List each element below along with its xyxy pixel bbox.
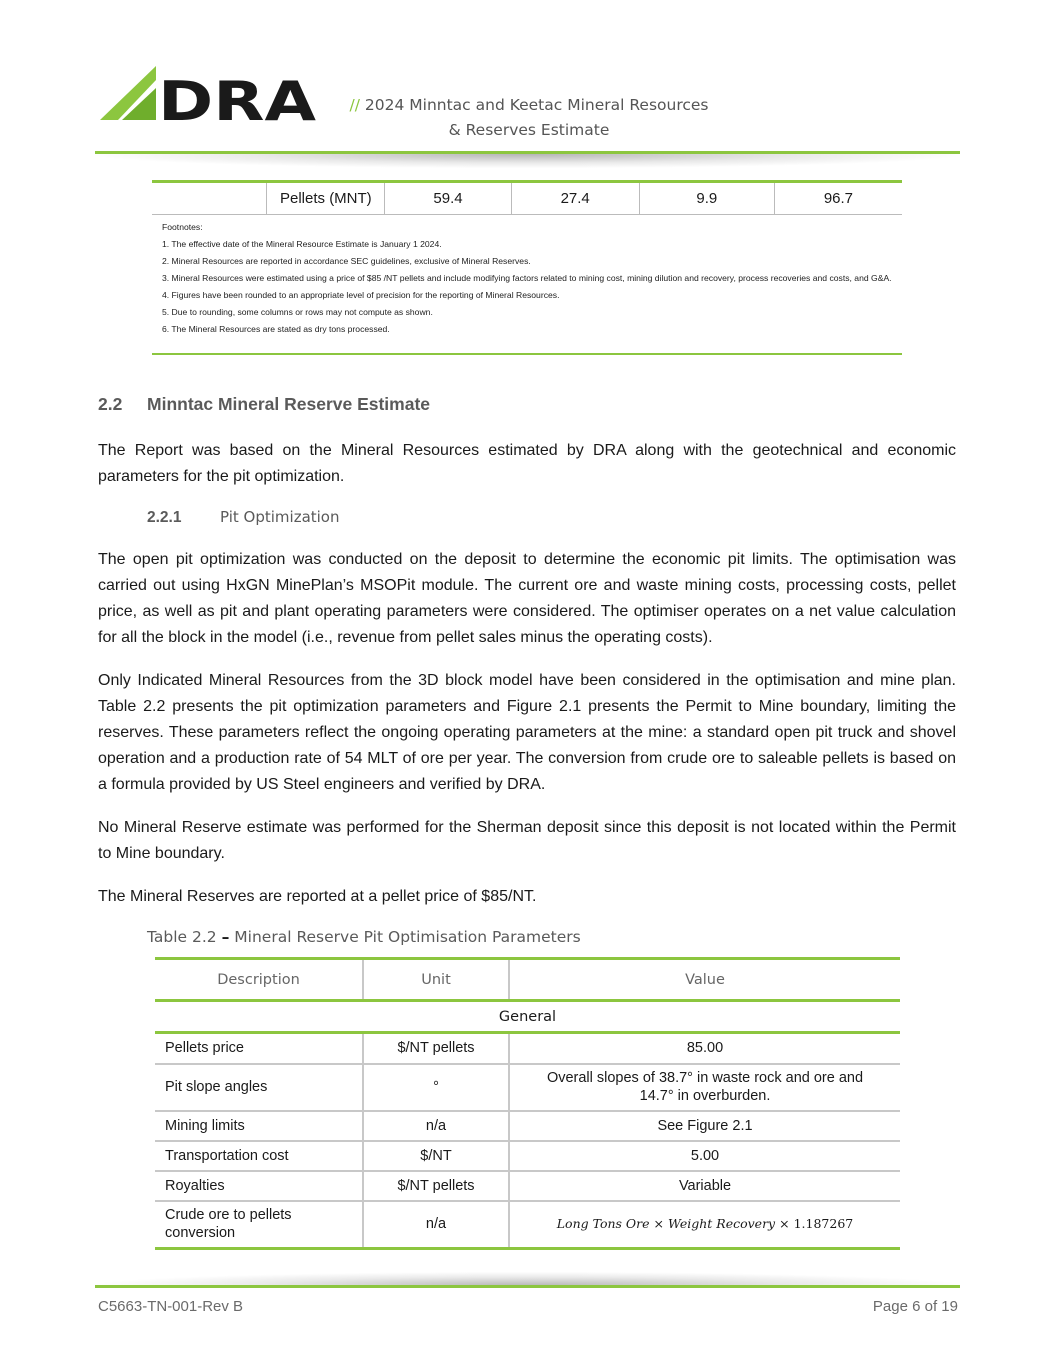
header-slash: //	[349, 96, 360, 114]
table-cell: n/a	[363, 1201, 509, 1249]
document-id: C5663-TN-001-Rev B	[98, 1298, 244, 1315]
caption-prefix: Table 2.2	[147, 928, 217, 946]
parameters-table	[155, 957, 900, 1250]
footnotes-title: Footnotes:	[162, 222, 203, 232]
table-cell: Crude ore to pellets conversion	[155, 1201, 363, 1249]
paragraph: The Mineral Reserves are reported at a pellet price of $85/NT.	[98, 888, 537, 905]
column-header-description: Description	[155, 959, 363, 1001]
formula	[557, 1216, 853, 1231]
table-group-row	[155, 1001, 900, 1033]
section-title: Minntac Mineral Reserve Estimate	[147, 394, 431, 414]
table-row	[155, 1141, 900, 1171]
table-cell: $/NT pellets	[363, 1171, 509, 1201]
caption-dash: –	[221, 928, 230, 946]
dra-logo	[100, 66, 318, 124]
footnote: 6. The Mineral Resources are stated as dry tons processed.	[162, 324, 390, 334]
caption-title: Mineral Reserve Pit Optimisation Parameters	[234, 928, 581, 946]
footnote: 3. Mineral Resources were estimated using a price of $85 /NT pellets and include modifying factors related to mining cost, mining dilution and recovery, process recoveries and costs, and G&A.	[162, 273, 892, 283]
table-header-row	[155, 959, 900, 1001]
formula-operator: ×	[779, 1216, 790, 1232]
table-caption	[147, 928, 581, 946]
footnote: 2. Mineral Resources are reported in accordance SEC guidelines, exclusive of Mineral Reserves.	[162, 256, 531, 266]
table-row	[155, 1171, 900, 1201]
table-cell: °	[363, 1064, 509, 1111]
table-cell: Pellets (MNT)	[267, 183, 385, 214]
table-row	[155, 1201, 900, 1249]
column-header-unit: Unit	[363, 959, 509, 1001]
conversion-formula	[509, 1201, 900, 1249]
formula-term-1: Long Tons Ore	[556, 1216, 650, 1232]
table-cell: Transportation cost	[155, 1141, 363, 1171]
table-cell: Mining limits	[155, 1111, 363, 1141]
footnote: 1. The effective date of the Mineral Resource Estimate is January 1 2024.	[162, 239, 442, 249]
table-cell: 59.4	[385, 183, 511, 214]
table-cell: 9.9	[640, 183, 775, 214]
table-cell: 85.00	[509, 1033, 900, 1064]
table-cell: $/NT	[363, 1141, 509, 1171]
formula-operator: ×	[653, 1216, 665, 1232]
column-header-value: Value	[509, 959, 900, 1001]
table-cell: 27.4	[512, 183, 640, 214]
subsection-number: 2.2.1	[147, 509, 182, 526]
table-row	[155, 1064, 900, 1111]
table-cell: See Figure 2.1	[509, 1111, 900, 1141]
table-cell: Pit slope angles	[155, 1064, 363, 1111]
page-number: Page 6 of 19	[872, 1298, 958, 1315]
group-label: General	[155, 1001, 900, 1033]
table-cell: $/NT pellets	[363, 1033, 509, 1064]
table-row	[155, 1111, 900, 1141]
table-row	[155, 1033, 900, 1064]
resource-table-fragment	[152, 180, 902, 355]
paragraph: No Mineral Reserve estimate was performed for the Sherman deposit since this deposit is not located within the Permit to Mine boundary.	[98, 819, 956, 862]
svg-text:DRA: DRA	[158, 70, 317, 124]
table-cell	[152, 183, 267, 214]
footnote: 4. Figures have been rounded to an appropriate level of precision for the reporting of Mineral Resources.	[162, 290, 560, 300]
table-cell: n/a	[363, 1111, 509, 1141]
table-row	[152, 180, 902, 215]
table-cell: 96.7	[823, 190, 854, 207]
paragraph: The Report was based on the Mineral Resources estimated by DRA along with the geotechnical and economic parameters for the pit optimization.	[98, 442, 956, 485]
paragraph: Only Indicated Mineral Resources from the 3D block model have been considered in the optimisation and mine plan. Table 2.2 presents the pit optimization parameters and Figure 2.1 presents the Permit to Mine boundary, limiting the reserves. These parameters reflect the ongoing operating parameters at the mine: a standard open pit truck and shovel operation and a production rate of 54 MLT of ore per year. The conversion from crude ore to saleable pellets is based on a formula provided by US Steel engineers and verified by DRA.	[98, 672, 956, 793]
subsection-title: Pit Optimization	[220, 508, 340, 526]
table-cell: Pellets price	[155, 1033, 363, 1064]
footer-shadow	[95, 1272, 960, 1286]
subsection-heading	[147, 508, 340, 527]
table-cell: Variable	[509, 1171, 900, 1201]
section-number: 2.2	[98, 394, 123, 414]
table-cell: Royalties	[155, 1171, 363, 1201]
table-cell: Overall slopes of 38.7° in waste rock and ore and 14.7° in overburden.	[509, 1064, 900, 1111]
section-heading	[98, 394, 430, 415]
header-title-line1	[318, 93, 740, 118]
formula-term-2: Weight Recovery	[668, 1216, 776, 1232]
paragraph: The open pit optimization was conducted on the deposit to determine the economic pit limits. The optimisation was carried out using HxGN MinePlan’s MSOPit module. The current ore and waste mining costs, processing costs, pellet price, as well as pit and plant operating parameters were considered. The optimiser operates on a net value calculation for all the block in the model (i.e., revenue from pellet sales minus the operating costs).	[98, 551, 956, 646]
header-shadow	[95, 154, 960, 168]
footnote: 5. Due to rounding, some columns or rows may not compute as shown.	[162, 307, 433, 317]
footnotes	[152, 215, 902, 355]
footer-rule	[95, 1285, 960, 1288]
header-title-line2: & Reserves Estimate	[448, 121, 610, 139]
table-cell: 5.00	[509, 1141, 900, 1171]
header-title-text-1: 2024 Minntac and Keetac Mineral Resources	[364, 96, 709, 114]
formula-factor: 1.187267	[793, 1216, 854, 1232]
